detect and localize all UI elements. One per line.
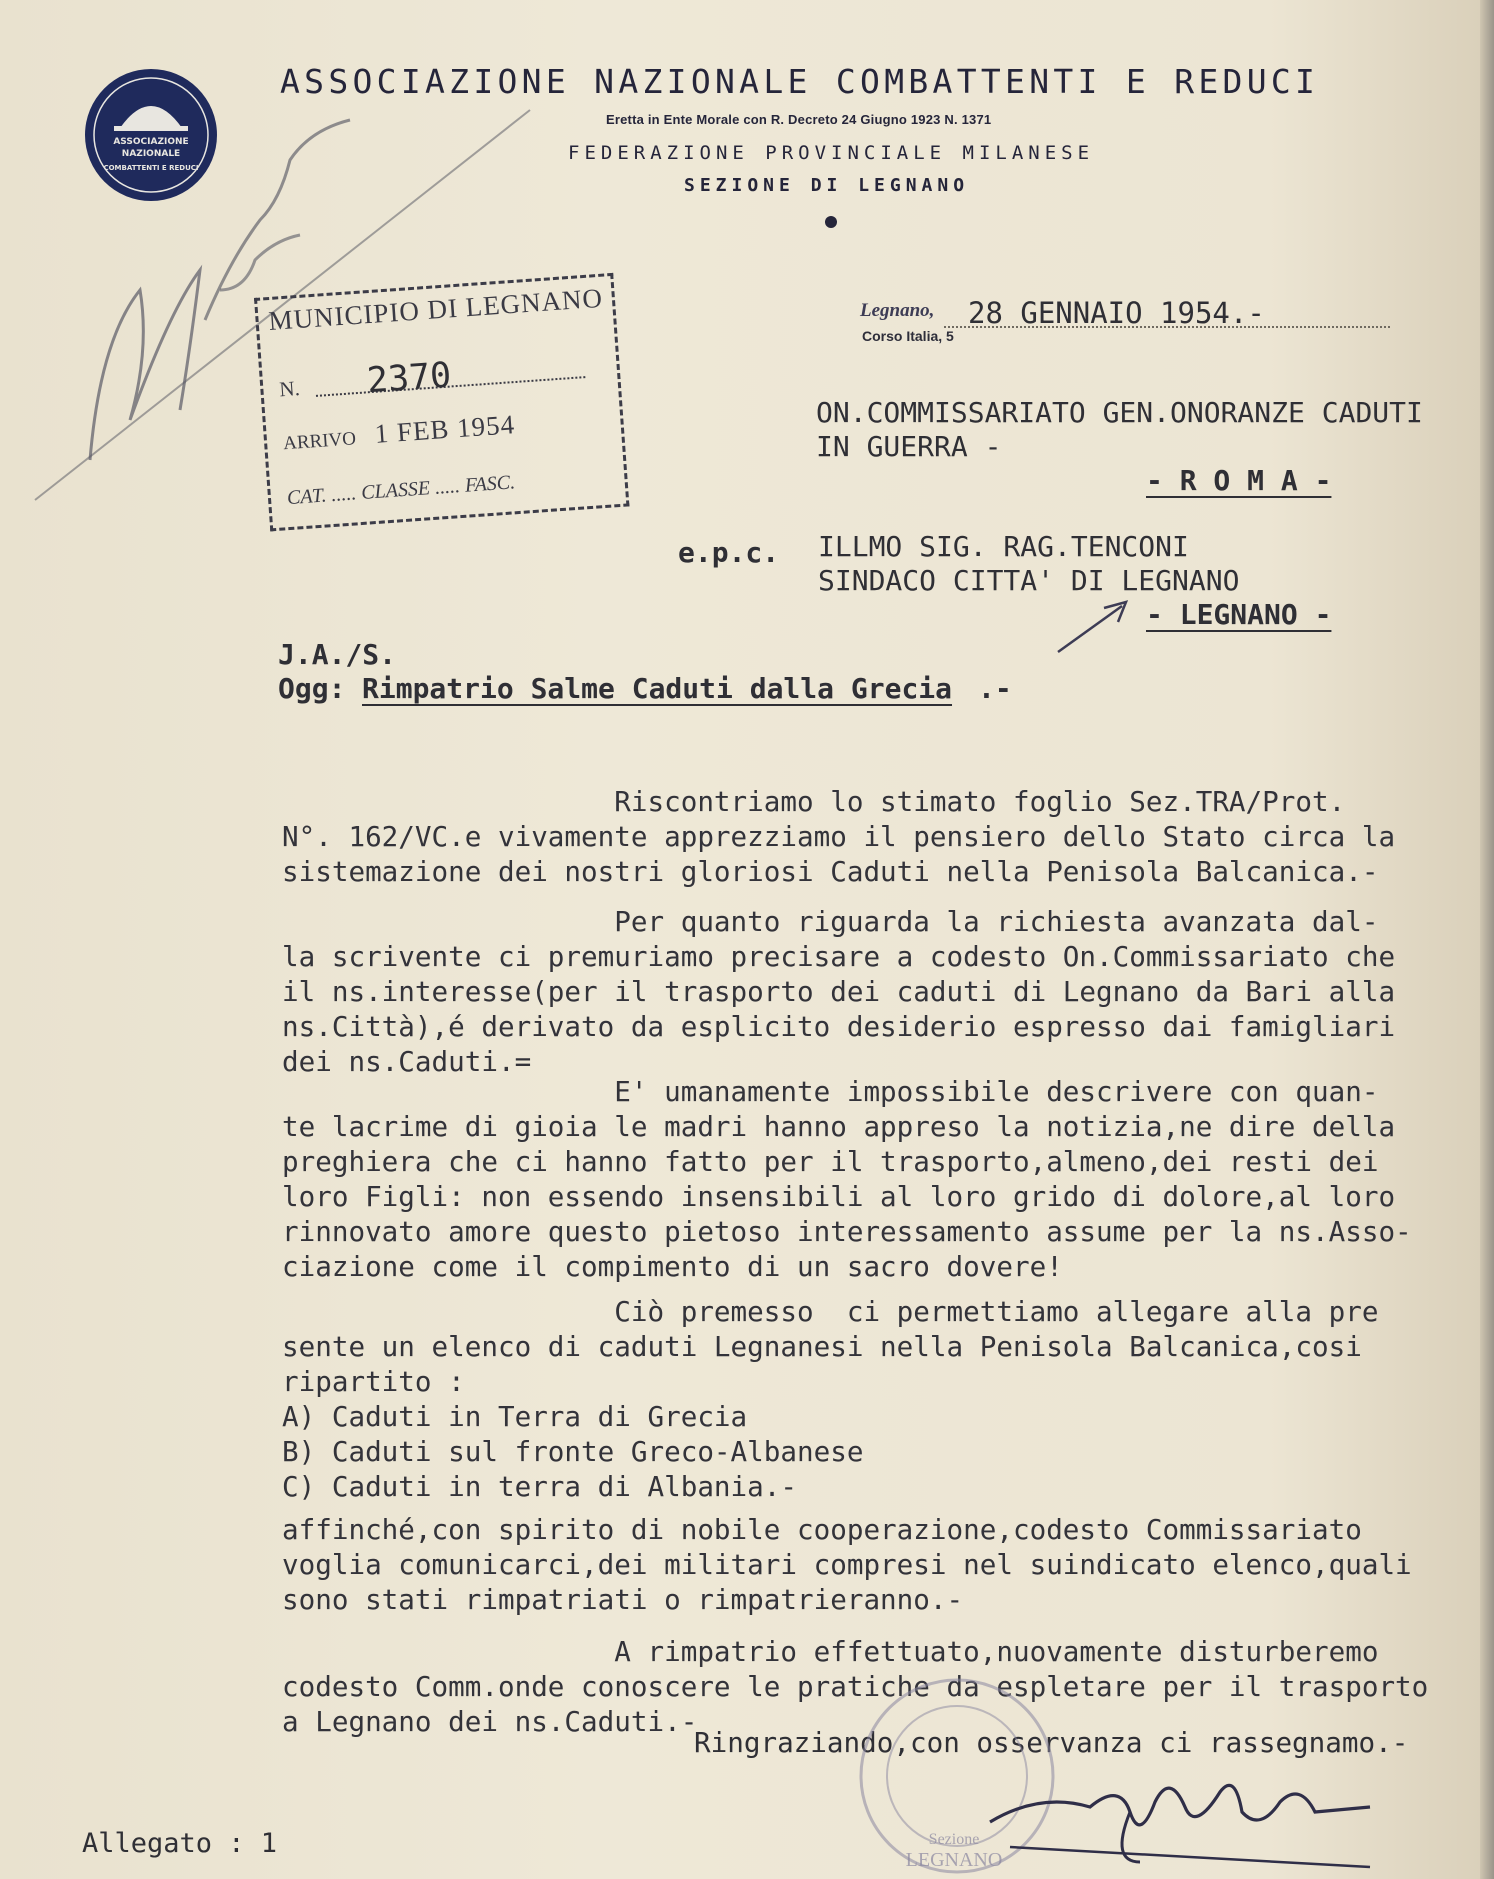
stamp-arrivo-label: ARRIVO [282,428,357,455]
recipient-line-2: IN GUERRA - [816,430,1002,463]
recipient-line-1: ON.COMMISSARIATO GEN.ONORANZE CADUTI [816,396,1423,429]
cc-city: - LEGNANO - [1146,598,1332,631]
stamp-arrivo-date: 1 FEB 1954 [373,409,517,449]
letter-date: 28 GENNAIO 1954.- [968,296,1265,330]
body-paragraph-6: A rimpatrio effettuato,nuovamente disturberemo codesto Comm.onde conoscere le pratiche da espletare per il trasporto a Legnano dei ns.Caduti.- [282,1635,1429,1738]
cc-line-1: ILLMO SIG. RAG.TENCONI [818,530,1189,563]
closing-line: Ringraziando,con osservanza ci rassegnamo.- [694,1726,1409,1759]
subject-text: Rimpatrio Salme Caduti dalla Grecia [362,672,953,705]
arrow-annotation-icon [1054,596,1134,656]
logo-text-1: ASSOCIAZIONE [113,137,189,147]
stamp-title: MUNICIPIO DI LEGNANO [267,282,604,336]
subject-label: Ogg: [278,672,346,705]
body-paragraph-2: Per quanto riguarda la richiesta avanzata dal- la scrivente ci premuriamo precisare a codesto On.Commissariato che il ns.interesse(per il trasporto dei caduti di Legnano da Bari alla ns.Città),é derivato da esplicito desiderio espresso dai famigliari dei ns.Caduti.= [282,905,1396,1078]
address-line: Corso Italia, 5 [862,328,954,344]
logo-text-2: NAZIONALE [121,149,181,159]
logo-text-3: COMBATTENTI E REDUCI [103,164,199,172]
stamp-no-label: N. [278,376,301,402]
recipient-city: - R O M A - [1146,464,1332,497]
stamp-no-value: 2370 [365,355,453,402]
body-paragraph-5: affinché,con spirito di nobile cooperazione,codesto Commissariato voglia comunicarci,dei militari compresi nel suindicato elenco,quali sono stati rimpatriati o rimpatrieranno.- [282,1513,1412,1616]
reference: J.A./S. [278,638,397,671]
header-dot [825,216,837,228]
stamp-cat-line: CAT. ..... CLASSE ..... FASC. [286,471,516,510]
subject-tail: .- [978,672,1012,705]
municipal-stamp [254,273,629,532]
cc-line-2: SINDACO CITTA' DI LEGNANO [818,564,1240,597]
cc-label: e.p.c. [678,536,780,569]
signature [980,1752,1380,1872]
decree-line: Eretta in Ente Morale con R. Decreto 24 Giugno 1923 N. 1371 [606,112,992,127]
date-dotted-line [944,326,1390,328]
org-name: ASSOCIAZIONE NAZIONALE COMBATTENTI E REDUCI [280,62,1320,101]
federation-line: FEDERAZIONE PROVINCIALE MILANESE [568,142,1095,164]
body-paragraph-3: E' umanamente impossibile descrivere con quan- te lacrime di gioia le madri hanno appreso la notizia,ne dire della preghiera che ci hanno fatto per il trasporto,almeno,dei resti dei loro Figli: non essendo insensibili al loro grido di dolore,al loro rinnovato amore questo pietoso interessamento assume per la ns.Asso- ciazione come il compimento di un sacro dovere! [282,1075,1412,1283]
seal-text-2: LEGNANO [905,1849,1003,1871]
place-label: Legnano, [860,300,935,321]
seal-text-1: Sezione [928,1831,980,1848]
paper-edge-shadow [1480,0,1494,1879]
enclosure-note: Allegato : 1 [82,1828,278,1859]
body-paragraph-4: Ciò premesso ci permettiamo allegare alla pre sente un elenco di caduti Legnanesi nella Penisola Balcanica,cosi ripartito : A) Caduti in Terra di Grecia B) Caduti sul fronte Greco-Albanese C) Caduti in terra di Albania.- [282,1295,1379,1503]
section-line: SEZIONE DI LEGNANO [684,175,970,196]
body-paragraph-1: Riscontriamo lo stimato foglio Sez.TRA/Prot. N°. 162/VC.e vivamente apprezziamo il pensiero dello Stato circa la sistemazione dei nostri gloriosi Caduti nella Penisola Balcanica.- [282,785,1396,888]
